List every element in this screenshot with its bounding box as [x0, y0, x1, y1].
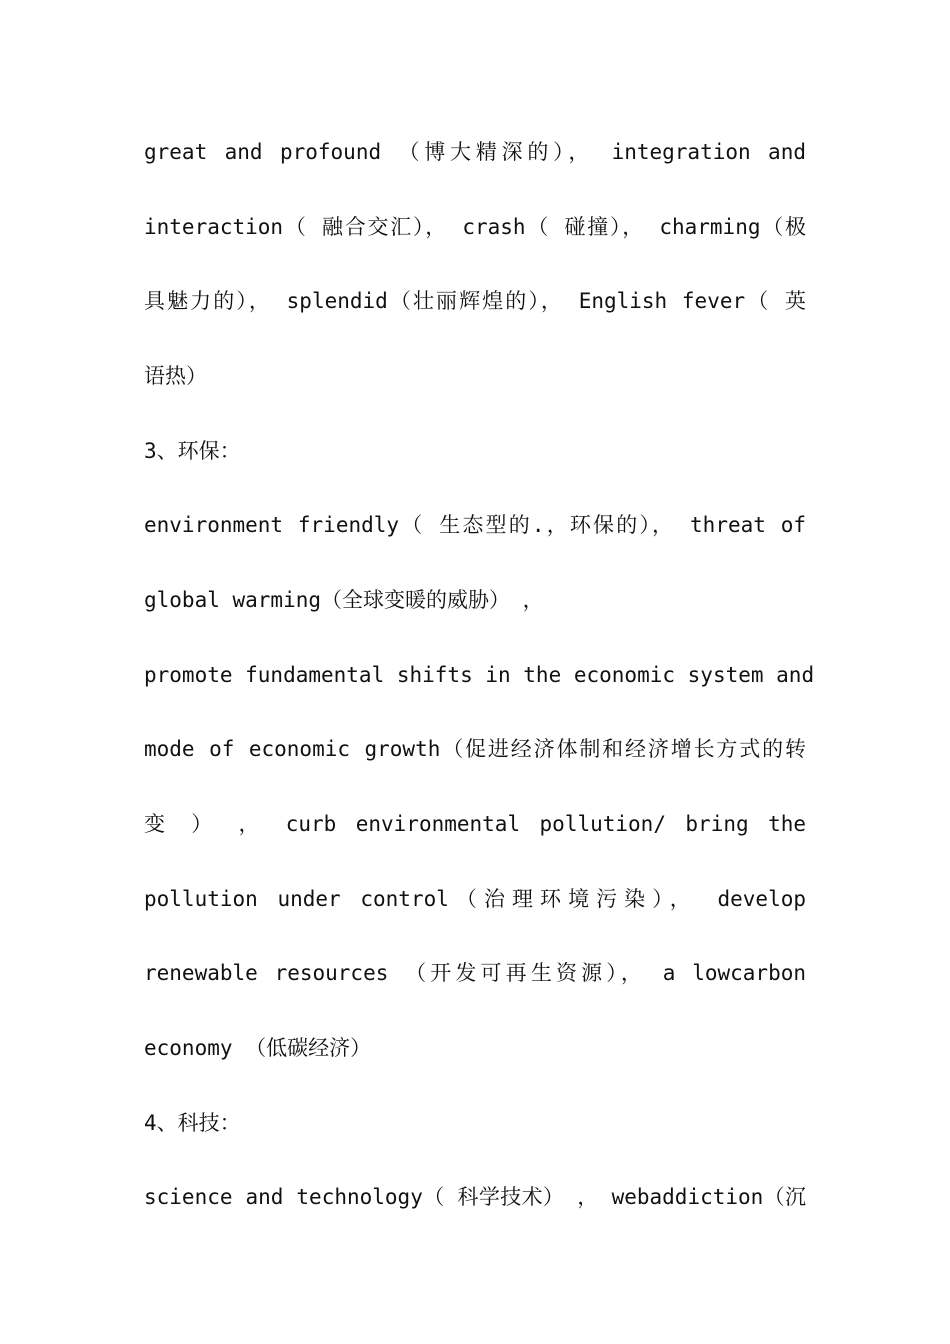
- text-line-4: 语热）: [144, 364, 207, 388]
- text-line-2: interaction（ 融合交汇）， crash（ 碰撞）， charming（极: [144, 215, 806, 239]
- text-line-7: global warming（全球变暖的威胁） ，: [144, 588, 544, 612]
- text-line-10: 变 ） ， curb environmental pollution/ bring the: [144, 812, 806, 836]
- text-line-9: mode of economic growth（促进经济体制和经济增长方式的转: [144, 737, 806, 761]
- text-line-3: 具魅力的）， splendid（壮丽辉煌的）， English fever（ 英: [144, 289, 806, 313]
- section-heading-environment: 3、环保：: [144, 439, 241, 463]
- text-line-8: promote fundamental shifts in the economic system and: [144, 663, 815, 687]
- text-line-6: environment friendly（ 生态型的.，环保的）， threat of: [144, 513, 806, 537]
- text-line-1: great and profound （博大精深的）， integration and: [144, 140, 806, 164]
- text-line-11: pollution under control（治理环境污染）， develop: [144, 887, 806, 911]
- text-line-13: economy （低碳经济）: [144, 1036, 372, 1060]
- text-line-15: science and technology（ 科学技术） ， webaddiction（沉: [144, 1185, 806, 1209]
- text-line-12: renewable resources （开发可再生资源）， a lowcarbon: [144, 961, 806, 985]
- section-heading-technology: 4、科技：: [144, 1111, 241, 1135]
